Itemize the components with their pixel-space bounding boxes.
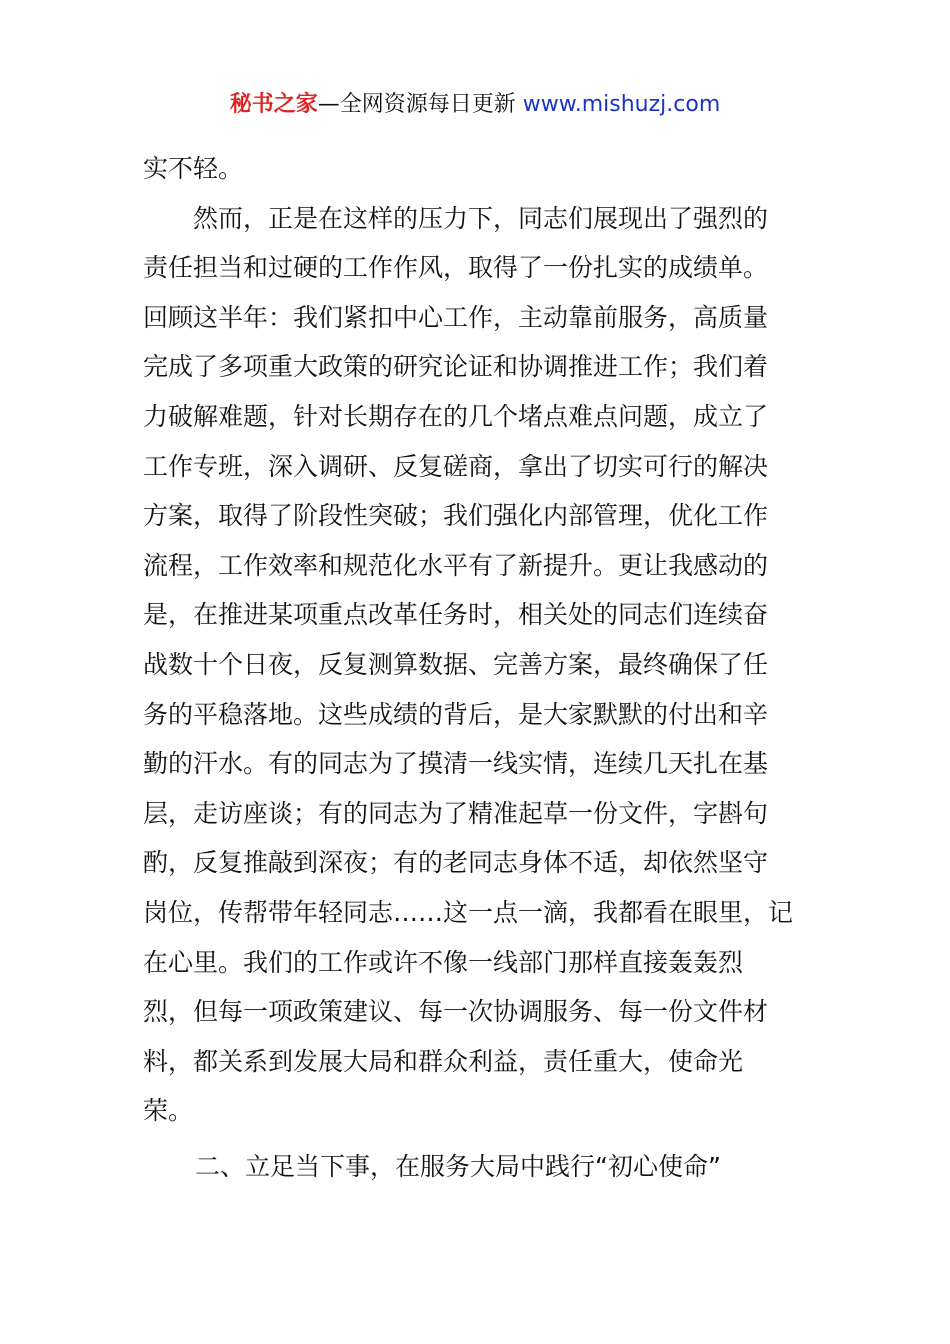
body-line: 完成了多项重大政策的研究论证和协调推进工作；我们着 — [143, 352, 769, 382]
body-line: 回顾这半年：我们紧扣中心工作，主动靠前服务，高质量 — [143, 302, 769, 332]
body-line: 工作专班，深入调研、反复磋商，拿出了切实可行的解决 — [143, 451, 769, 481]
paragraph-start-line: 然而，正是在这样的压力下，同志们展现出了强烈的 — [193, 203, 769, 233]
body-line: 荣。 — [143, 1096, 194, 1126]
body-line: 料，都关系到发展大局和群众利益，责任重大，使命光 — [143, 1046, 744, 1076]
body-line: 责任担当和过硬的工作作风，取得了一份扎实的成绩单。 — [143, 253, 769, 283]
body-line: 是，在推进某项重点改革任务时，相关处的同志们连续奋 — [143, 600, 769, 630]
document-body — [143, 144, 808, 1187]
body-line: 勤的汗水。有的同志为了摸清一线实情，连续几天扎在基 — [143, 749, 769, 779]
body-line: 酌，反复推敲到深夜；有的老同志身体不适，却依然坚守 — [143, 848, 769, 878]
brand-name: 秘书之家 — [229, 92, 318, 117]
body-line: 战数十个日夜，反复测算数据、完善方案，最终确保了任 — [143, 649, 769, 679]
body-line: 层，走访座谈；有的同志为了精准起草一份文件，字斟句 — [143, 798, 769, 828]
body-line: 流程，工作效率和规范化水平有了新提升。更让我感动的 — [143, 550, 769, 580]
section-heading: 二、立足当下事，在服务大局中践行“初心使命” — [195, 1151, 721, 1181]
header-slogan: —全网资源每日更新 — [317, 92, 516, 117]
body-line: 力破解难题，针对长期存在的几个堵点难点问题，成立了 — [143, 401, 769, 431]
page-header — [0, 88, 950, 122]
body-line: 在心里。我们的工作或许不像一线部门那样直接轰轰烈 — [143, 947, 744, 977]
body-line: 岗位，传帮带年轻同志……这一点一滴，我都看在眼里，记 — [143, 897, 794, 927]
body-line: 实不轻。 — [143, 154, 244, 183]
website-link[interactable]: www.mishuzj.com — [522, 92, 721, 117]
body-line: 方案，取得了阶段性突破；我们强化内部管理，优化工作 — [143, 501, 769, 531]
body-line: 务的平稳落地。这些成绩的背后，是大家默默的付出和辛 — [143, 699, 769, 729]
body-line: 烈，但每一项政策建议、每一次协调服务、每一份文件材 — [143, 997, 769, 1027]
